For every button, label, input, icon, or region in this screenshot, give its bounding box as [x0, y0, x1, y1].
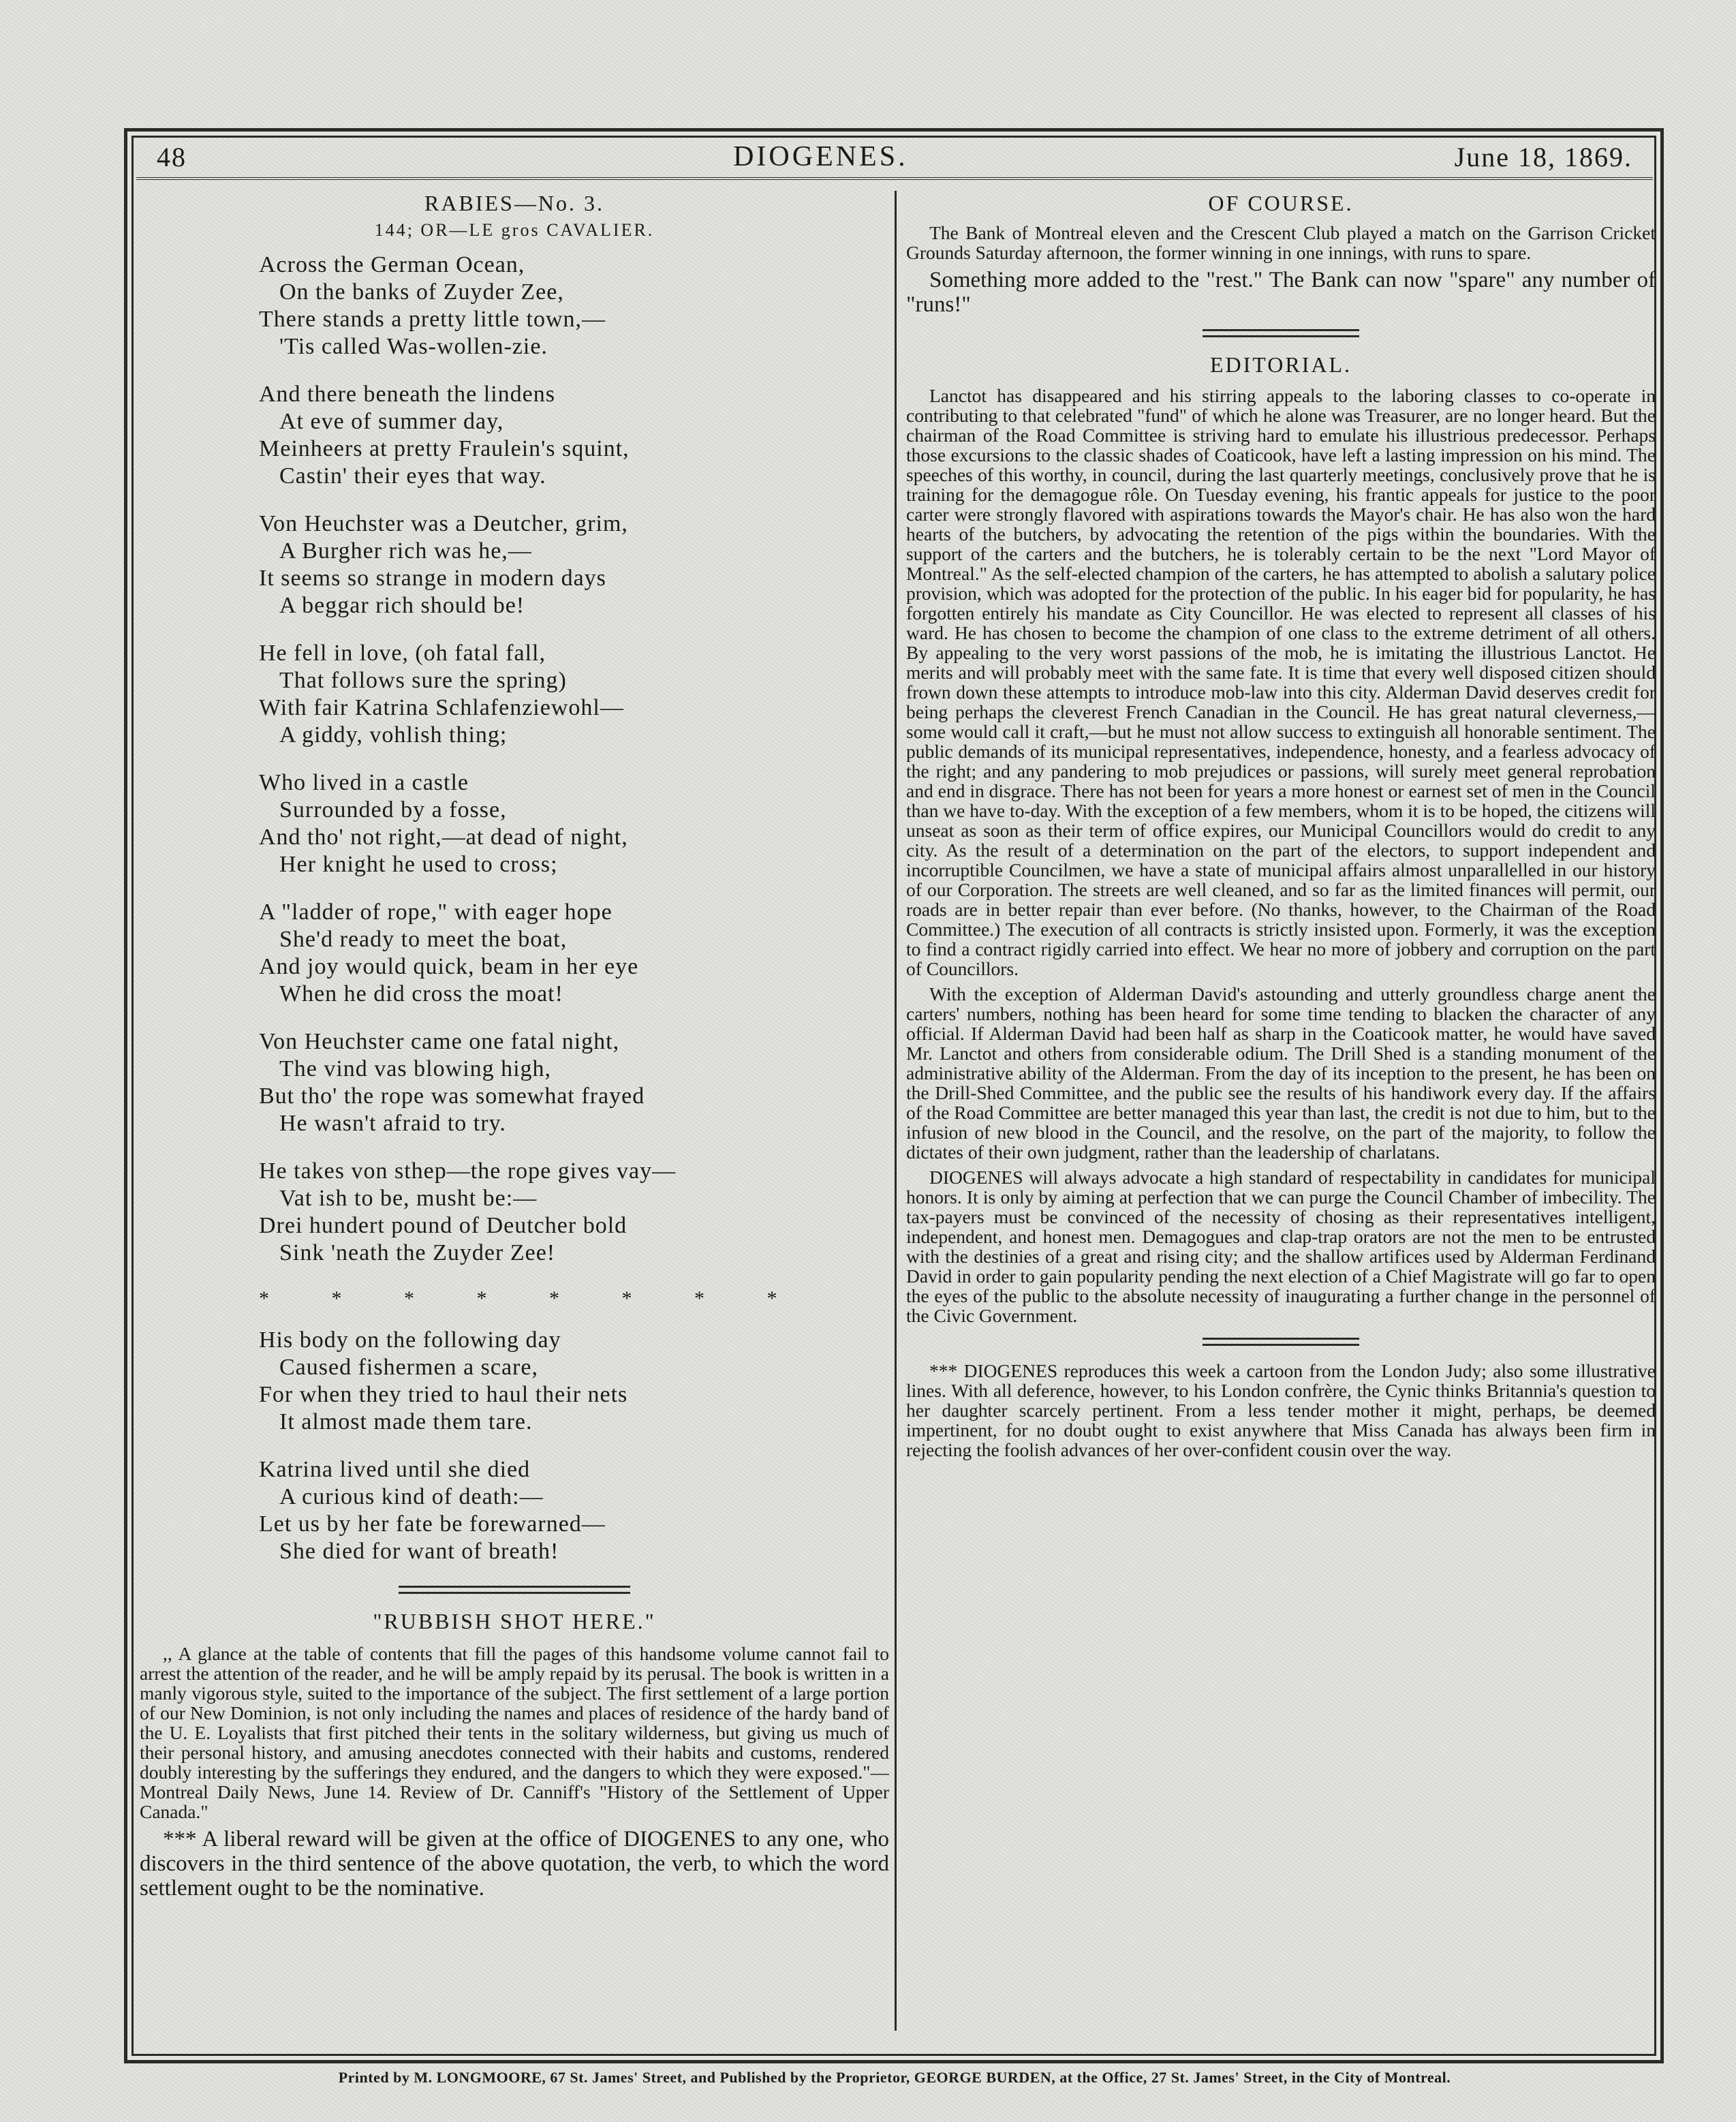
of-course-quip: Something more added to the "rest." The Bank can now "spare" any number of "runs!" — [906, 268, 1656, 317]
poem-line: Drei hundert pound of Deutcher bold — [259, 1213, 627, 1238]
of-course-title: OF COURSE. — [1208, 191, 1354, 215]
editorial-paragraph-2: With the exception of Alderman David's astounding and utterly groundless charge anent the carters' numbers, nothing has been heard for some time tending to blacken the character of any official. If Alderman David had been half as sharp in the Coaticook matter, he would have saved Mr. Lanctot and others from considerable odium. The Drill Shed is a standing monument of the administrative ability of the Alderman. From the day of its inception to the present, he has been on the Drill-Shed Committee, and the public see the results of his handiwork every day. If the affairs of the Road Committee are better managed this year than last, the credit is not due to him, but to the infusion of new blood in the Council, and the resolve, on the part of the majority, to follow the dictates of their own judgment, rather than the leadership of charlatans. — [906, 983, 1656, 1163]
poem-line: But tho' the rope was somewhat frayed — [259, 1083, 645, 1109]
poem-title: RABIES—No. 3. — [424, 191, 604, 215]
masthead — [136, 136, 1653, 180]
poem-line: Meinheers at pretty Fraulein's squint, — [259, 436, 630, 461]
poem-line: Sink 'neath the Zuyder Zee! — [279, 1240, 556, 1265]
poem-line: His body on the following day — [259, 1327, 561, 1353]
poem-line: On the banks of Zuyder Zee, — [279, 279, 564, 305]
cartoon-note: *** DIOGENES reproduces this week a cartoon from the London Judy; also some illustrative lines. With all deference, however, to his London confrère, the Cynic thinks Britannia's question to her daughter scarcely pertinent. From a less tender mother it might, perhaps, be deemed impertinent, for no doubt ought to exist anywhere that Miss Canada has always been firm in rejecting the foolish advances of her over-confident cousin over the way. — [906, 1360, 1656, 1460]
poem-line: Who lived in a castle — [259, 770, 469, 795]
rubbish-quote: ,, A glance at the table of contents that fill the pages of this handsome volume cannot fail to arrest the attention of the reader, and he will be amply repaid by its perusal. The book is written in a manly vigorous style, suited to the importance of the subject. The first settlement of a large portion of our New Dominion, is not only including the names and places of residence of the hardy band of the U. E. Loyalists that first pitched their tents in the solitary wilderness, but giving us much of their personal history, and amusing anecdotes connected with their habits and customs, rendered doubly interesting by the sufferings they endured, and the dangers to which they were exposed."—Montreal Daily News, June 14. Review of Dr. Canniff's "History of the Settlement of Upper Canada." — [140, 1643, 889, 1822]
left-column — [140, 191, 889, 2038]
editorial-paragraph-1: Lanctot has disappeared and his stirring appeals to the laboring classes to co-operate in contributing to that celebrated "fund" of which he alone was Treasurer, are no longer heard. But the chairman of the Road Committee is striving hard to emulate his illustrious predecessor. Perhaps those excursions to the classic shades of Coaticook, have left a lasting impression on his mind. The speeches of this worthy, in council, during the last quarterly meetings, conclusively prove that he is training for the demagogue rôle. On Tuesday evening, his frantic appeals for justice to the poor carter were strongly flavored with aspirations towards the Mayor's chair. He has also won the hard hearts of the butchers, by advocating the retention of the pigs within the boundaries. With the support of the carters and the butchers, he is tolerably certain to be the next "Lord Mayor of Montreal." As the self-elected champion of the carters, he has attempted to abolish a salutary police provision, which was adopted for the protection of the public. In his eager bid for popularity, he has forgotten entirely his mandate as City Councillor. He was elected to represent all classes of his ward. He has chosen to become the champion of one class to the extreme detriment of all others. By appealing to the very worst passions of the mob, he is imitating the illustrious Lanctot. He merits and will probably meet with the same fate. It is time that every well disposed citizen should frown down these attempts to introduce mob-law into this city. Alderman David deserves credit for being perhaps the cleverest French Canadian in the Council. He has great natural cleverness,—some would call it craft,—but he must not allow success to extinguish all honorable sentiment. The public demands of its municipal representatives, independence, honesty, and a fearless advocacy of the right; and any pandering to mob prejudices or passions, will surely meet general reprobation and end in disgrace. There has not been for years a more honest or earnest set of men in the Council than we have to-day. With the exception of a few members, whom it is to be hoped, the citizens will unseat as soon as their term of office expires, our Municipal Councillors would do credit to any city. As the result of a determination on the part of the electors, to support independent and incorruptible Councilmen, we have a state of municipal affairs almost unparallelled in our history of our Corporation. The streets are well cleaned, and so far as the limited finances will permit, our roads are in better repair than ever before. (No thanks, however, to the Chairman of the Road Committee.) The execution of all contracts is strictly insisted upon. Formerly, it was the exception to find a contract rigidly carried into effect. We hear no more of jobbery and corruption on the part of Councillors. — [906, 385, 1656, 979]
poem-line: He takes von sthep—the rope gives vay— — [259, 1158, 677, 1184]
poem-line: Katrina lived until she died — [259, 1457, 531, 1482]
poem-stanza — [259, 251, 889, 360]
rubbish-title: "RUBBISH SHOT HERE." — [373, 1609, 656, 1633]
poem-line: A beggar rich should be! — [279, 593, 525, 618]
poem-line: Let us by her fate be forewarned— — [259, 1511, 606, 1537]
poem-stanza — [259, 1327, 889, 1436]
right-column — [906, 191, 1656, 2038]
poem-line: A "ladder of rope," with eager hope — [259, 899, 613, 925]
poem-stanza — [259, 899, 889, 1008]
poem-stanza — [259, 510, 889, 619]
poem-line: It seems so strange in modern days — [259, 566, 606, 591]
of-course-text: The Bank of Montreal eleven and the Crescent Club played a match on the Garrison Cricket Grounds Saturday afternoon, the former winning in one innings, with runs to spare. — [906, 222, 1656, 263]
stanza-separator: * * * * * * * * — [259, 1287, 806, 1310]
poem-line: A Burgher rich was he,— — [279, 538, 532, 564]
poem-line: And tho' not right,—at dead of night, — [259, 825, 628, 850]
poem-line: There stands a pretty little town,— — [259, 307, 606, 332]
publication-title: DIOGENES. — [733, 141, 908, 172]
poem-line: Von Heuchster was a Deutcher, grim, — [259, 511, 628, 536]
poem-line: And there beneath the lindens — [259, 382, 555, 407]
poem-line: When he did cross the moat! — [279, 981, 563, 1006]
poem-subtitle: 144; OR—LE gros CAVALIER. — [374, 220, 655, 240]
poem-line: Vat ish to be, musht be:— — [279, 1186, 538, 1211]
poem-stanza — [259, 1158, 889, 1267]
poem-line: She died for want of breath! — [279, 1539, 559, 1564]
poem-body-continued — [140, 1327, 889, 1565]
poem-stanza — [259, 1028, 889, 1137]
poem-line: At eve of summer day, — [279, 409, 504, 434]
poem-line: For when they tried to haul their nets — [259, 1382, 628, 1407]
editorial-title: EDITORIAL. — [1209, 352, 1352, 377]
poem-line: Caused fishermen a scare, — [279, 1355, 538, 1380]
poem-body — [140, 251, 889, 1267]
poem-line: A giddy, vohlish thing; — [279, 722, 508, 748]
poem-line: He fell in love, (oh fatal fall, — [259, 641, 546, 666]
poem-line: A curious kind of death:— — [279, 1484, 544, 1509]
poem-stanza — [259, 381, 889, 490]
poem-line: Castin' their eyes that way. — [279, 463, 546, 489]
section-rule — [1203, 329, 1359, 337]
section-rule — [1203, 1338, 1359, 1346]
poem-line: 'Tis called Was-wollen-zie. — [279, 334, 548, 359]
issue-date: June 18, 1869. — [1454, 141, 1632, 172]
poem-stanza — [259, 769, 889, 878]
poem-stanza — [259, 1456, 889, 1565]
poem-line: Her knight he used to cross; — [279, 852, 558, 877]
poem-line: That follows sure the spring) — [279, 668, 567, 693]
poem-line: She'd ready to meet the boat, — [279, 927, 568, 952]
editorial-paragraph-3: DIOGENES will always advocate a high standard of respectability in candidates for municipal honors. It is only by aiming at perfection that we can purge the Council Chamber of imbecility. The tax-payers must be convinced of the necessity of chosing as their representatives intelligent, independent, and honest men. Demagogues and clap-trap orators are not the men to be entrusted with the destinies of a great and rising city; and the shallow artifices used by Alderman Ferdinand David in order to gain popularity pending the next election of a Chief Magistrate will go far to open the eyes of the public to the absolute necessity of inaugurating a further change in the personnel of the Civic Government. — [906, 1167, 1656, 1326]
column-divider — [895, 191, 897, 2031]
poem-line: Across the German Ocean, — [259, 252, 525, 277]
page-number: 48 — [157, 141, 187, 172]
poem-line: Surrounded by a fosse, — [279, 797, 507, 822]
poem-line: He wasn't afraid to try. — [279, 1111, 506, 1136]
section-rule — [399, 1586, 630, 1594]
imprint-footer: Printed by M. LONGMOORE, 67 St. James' Street, and Published by the Proprietor, GEORGE BURDEN, at the Office, 27 St. James' Street, in the City of Montreal. — [338, 2069, 1451, 2086]
poem-line: With fair Katrina Schlafenziewohl— — [259, 695, 624, 720]
poem-stanza — [259, 640, 889, 749]
poem-line: Von Heuchster came one fatal night, — [259, 1029, 620, 1054]
poem-line: It almost made them tare. — [279, 1409, 533, 1434]
reward-notice: *** A liberal reward will be given at the office of DIOGENES to any one, who discovers in the third sentence of the above quotation, the verb, to which the word settlement ought to be the nominative. — [140, 1827, 889, 1901]
poem-line: And joy would quick, beam in her eye — [259, 954, 639, 979]
poem-line: The vind vas blowing high, — [279, 1056, 552, 1081]
